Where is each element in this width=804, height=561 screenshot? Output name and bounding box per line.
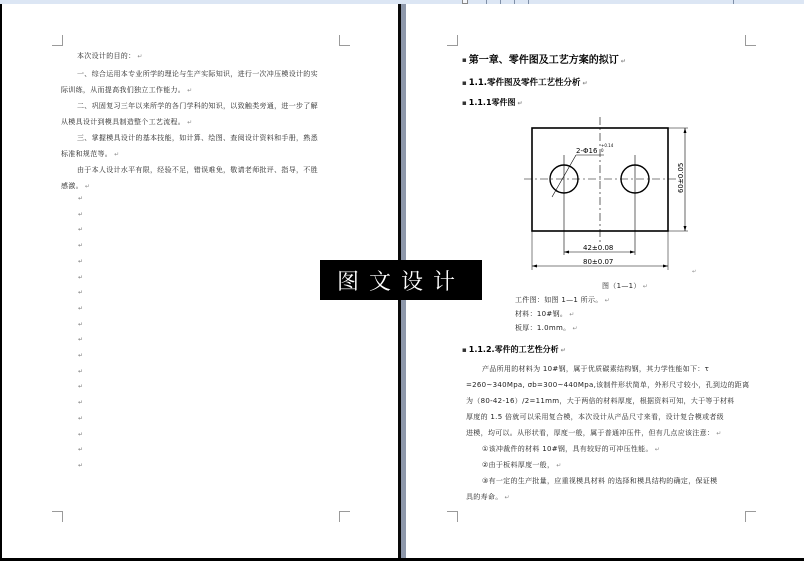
paragraph[interactable] bbox=[77, 70, 318, 79]
empty-paragraph-mark[interactable]: ↵ bbox=[78, 383, 84, 391]
height-dimension-label: 60±0.05 bbox=[677, 162, 685, 193]
paragraph-mark: ↵ bbox=[716, 430, 722, 437]
empty-paragraph-mark[interactable]: ↵ bbox=[78, 320, 84, 328]
analysis-text: 进模，均可以。从形状看，厚度一般，属于普通冲压件，但有几点应该注意： bbox=[466, 429, 715, 437]
part-drawing-svg bbox=[510, 115, 710, 275]
heading-bullet-icon: ▪ bbox=[462, 56, 467, 64]
crop-mark-top-left bbox=[447, 35, 458, 46]
empty-paragraph-mark[interactable]: ↵ bbox=[78, 399, 84, 407]
part-info-line[interactable] bbox=[515, 310, 575, 319]
empty-paragraph-mark[interactable]: ↵ bbox=[78, 430, 84, 438]
crop-mark-bottom-right bbox=[745, 511, 756, 522]
hole-tolerance-lower: 0 bbox=[601, 148, 604, 153]
paragraph-mark: ↵ bbox=[137, 53, 143, 60]
crop-mark-bottom-left bbox=[447, 511, 458, 522]
analysis-text: =260~340Mpa, σb=300~440Mpa,该制件形状简单，外形尺寸较小，孔到边的距离 bbox=[466, 381, 750, 389]
note-line[interactable] bbox=[466, 493, 510, 502]
paragraph-mark: ↵ bbox=[620, 58, 626, 65]
empty-paragraph-mark[interactable]: ↵ bbox=[78, 210, 84, 218]
heading-bullet-icon: ▪ bbox=[462, 98, 467, 107]
analysis-text: 厚度的 1.5 倍就可以采用复合模，本次设计从产品尺寸来看，设计复合模或者级 bbox=[466, 413, 724, 421]
heading-text: 第一章、零件图及工艺方案的拟订 bbox=[468, 55, 619, 66]
heading-text: 1.1.1零件图 bbox=[468, 98, 516, 107]
empty-paragraph-mark[interactable]: ↵ bbox=[78, 257, 84, 265]
paragraph[interactable] bbox=[61, 182, 90, 191]
paragraph-mark: ↵ bbox=[692, 269, 697, 275]
note-line[interactable] bbox=[482, 477, 717, 486]
paragraph-mark: ↵ bbox=[560, 347, 566, 354]
part-drawing[interactable] bbox=[510, 115, 710, 275]
empty-paragraph-mark[interactable]: ↵ bbox=[78, 336, 84, 344]
paragraph[interactable] bbox=[77, 102, 318, 111]
part-info-text: 工件图：如图 1—1 所示。 bbox=[515, 296, 603, 304]
part-info-line[interactable] bbox=[515, 324, 578, 333]
hole-label: 2-Φ16 bbox=[576, 147, 598, 155]
paragraph[interactable] bbox=[61, 150, 119, 159]
section-heading-1-1[interactable] bbox=[462, 76, 588, 88]
paragraph[interactable] bbox=[61, 118, 192, 127]
note-text: 具的寿命。 bbox=[466, 493, 503, 501]
paragraph-mark: ↵ bbox=[572, 325, 578, 332]
paragraph-mark: ↵ bbox=[187, 87, 193, 94]
empty-paragraph-mark[interactable]: ↵ bbox=[78, 367, 84, 375]
empty-paragraph-mark[interactable]: ↵ bbox=[78, 446, 84, 454]
part-info-text: 材料：10#钢。 bbox=[515, 310, 568, 318]
heading-text: 1.1.零件图及零件工艺性分析 bbox=[468, 78, 581, 88]
paragraph-mark: ↵ bbox=[654, 446, 661, 453]
chapter-heading[interactable] bbox=[462, 51, 626, 66]
empty-paragraph-mark[interactable]: ↵ bbox=[78, 352, 84, 359]
figure-caption bbox=[602, 282, 648, 291]
empty-paragraph-mark[interactable]: ↵ bbox=[78, 289, 84, 297]
analysis-line[interactable] bbox=[466, 397, 735, 406]
paragraph-mark: ↵ bbox=[114, 151, 120, 158]
part-info-text: 板厚：1.0mm。 bbox=[515, 324, 571, 332]
empty-paragraph-mark[interactable]: ↵ bbox=[78, 304, 84, 312]
heading-bullet-icon: ▪ bbox=[462, 345, 467, 354]
empty-paragraph-mark[interactable]: ↵ bbox=[78, 461, 84, 469]
note-line[interactable] bbox=[482, 461, 562, 470]
note-text: ①该冲裁件的材料 10#钢，具有较好的可冲压性能。 bbox=[482, 445, 653, 453]
paragraph[interactable] bbox=[77, 134, 318, 143]
paragraph-text: 感激。 bbox=[61, 182, 83, 190]
paragraph-mark: ↵ bbox=[517, 100, 523, 107]
empty-paragraph-mark[interactable]: ↵ bbox=[78, 226, 84, 234]
paragraph-mark: ↵ bbox=[582, 80, 588, 87]
empty-paragraph-mark[interactable]: ↵ bbox=[78, 242, 84, 250]
watermark-badge bbox=[320, 260, 482, 300]
hole-spacing-dimension-label: 42±0.08 bbox=[583, 244, 614, 252]
note-text: ②由于板料厚度一般， bbox=[482, 461, 555, 469]
paragraph-text: 本次设计的目的： bbox=[77, 52, 136, 60]
paragraph-text: 三、掌握模具设计的基本技能，如计算、绘图、查阅设计资料和手册，熟悉 bbox=[77, 134, 318, 142]
paragraph-text: 从模具设计到模具制造整个工艺流程。 bbox=[61, 118, 186, 126]
paragraph-mark: ↵ bbox=[556, 462, 562, 469]
paragraph-mark: ↵ bbox=[642, 283, 649, 290]
paragraph-text: 一、综合运用本专业所学的理论与生产实际知识，进行一次冲压模设计的实 bbox=[77, 70, 318, 78]
analysis-text: 产品所用的材料为 10#钢，属于优质碳素结构钢，其力学性能如下：τ bbox=[482, 365, 710, 373]
watermark-text: 图文设计 bbox=[336, 269, 465, 295]
paragraph-text: 标准和规范等。 bbox=[61, 150, 113, 158]
paragraph[interactable] bbox=[61, 86, 192, 95]
heading-bullet-icon: ▪ bbox=[462, 78, 467, 87]
crop-mark-top-left bbox=[52, 35, 63, 46]
crop-mark-top-right bbox=[745, 35, 756, 46]
caption-text: 图（1—1） bbox=[602, 282, 641, 290]
paragraph-mark: ↵ bbox=[187, 119, 193, 126]
paragraph-text: 由于本人设计水平有限，经验不足，错误难免，敬请老师批评、指导，不胜 bbox=[77, 166, 318, 174]
analysis-line[interactable] bbox=[466, 429, 722, 438]
analysis-line[interactable] bbox=[466, 381, 749, 390]
paragraph-mark: ↵ bbox=[84, 183, 91, 190]
empty-paragraph-mark[interactable]: ↵ bbox=[78, 273, 84, 281]
empty-paragraph-mark[interactable]: ↵ bbox=[78, 414, 84, 422]
analysis-line[interactable] bbox=[482, 365, 709, 374]
paragraph[interactable] bbox=[77, 52, 143, 61]
width-dimension-label: 80±0.07 bbox=[583, 258, 614, 266]
paragraph-text: 际训练，从而提高我们独立工作能力。 bbox=[61, 86, 186, 94]
analysis-line[interactable] bbox=[466, 413, 724, 422]
paragraph-text: 二、巩固复习三年以来所学的各门学科的知识，以致触类旁通，进一步了解 bbox=[77, 102, 318, 110]
note-line[interactable] bbox=[482, 445, 660, 454]
paragraph-mark: ↵ bbox=[569, 311, 575, 318]
crop-mark-bottom-left bbox=[52, 511, 63, 522]
crop-mark-bottom-right bbox=[339, 511, 350, 522]
heading-text: 1.1.2.零件的工艺性分析 bbox=[468, 345, 559, 354]
part-info-line[interactable] bbox=[515, 296, 610, 305]
empty-paragraph-mark[interactable]: ↵ bbox=[78, 195, 84, 202]
hole-tolerance-upper: +0.14 bbox=[601, 143, 614, 148]
section-heading-1-1-2[interactable] bbox=[462, 344, 566, 355]
paragraph-mark: ↵ bbox=[504, 494, 510, 501]
paragraph-mark: ↵ bbox=[604, 297, 610, 304]
paragraph[interactable] bbox=[77, 166, 318, 175]
section-heading-1-1-1[interactable] bbox=[462, 97, 523, 108]
crop-mark-top-right bbox=[339, 35, 350, 46]
note-text: ③有一定的生产批量，应重视模具材料 的选择和模具结构的确定，保证模 bbox=[482, 477, 718, 485]
analysis-text: 为（80-42-16）/2=11mm，大于两倍的材料厚度，根据资料可知，大于等于材料 bbox=[466, 397, 735, 405]
